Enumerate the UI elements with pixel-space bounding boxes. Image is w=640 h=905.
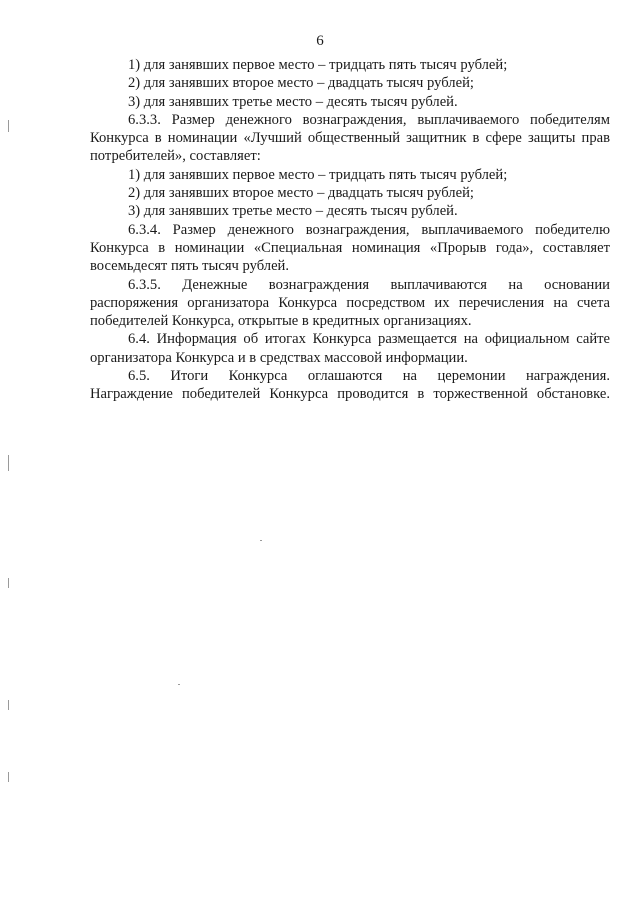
- text-line: 6.5. Итоги Конкурса оглашаются на церемонии награждения.: [128, 368, 610, 385]
- text-line: организатора Конкурса и в средствах массовой информации.: [90, 349, 468, 366]
- text-line: победителей Конкурса, открытые в кредитных организациях.: [90, 313, 472, 330]
- text-line: восемьдесят пять тысяч рублей.: [90, 258, 290, 275]
- text-line: 1) для занявших первое место – тридцать пять тысяч рублей;: [128, 166, 508, 183]
- text-line: распоряжения организатора Конкурса посредством их перечисления на счета: [90, 294, 610, 311]
- text-line: 6.3.5. Денежные вознаграждения выплачиваются на основании: [128, 276, 610, 293]
- text-line: 6.3.3. Размер денежного вознаграждения, выплачиваемого победителям: [128, 111, 610, 128]
- scan-artifact: [178, 684, 180, 685]
- text-line: 6.3.4. Размер денежного вознаграждения, выплачиваемого победителю: [128, 221, 610, 238]
- text-line: Награждение победителей Конкурса проводится в торжественной обстановке.: [90, 386, 610, 403]
- scan-artifact: [8, 455, 9, 471]
- text-line: 3) для занявших третье место – десять тысяч рублей.: [128, 203, 458, 220]
- text-line: 2) для занявших второе место – двадцать тысяч рублей;: [128, 75, 474, 92]
- text-line: Конкурса в номинации «Специальная номинация «Прорыв года», составляет: [90, 239, 610, 256]
- scan-artifact: [8, 700, 9, 710]
- text-line: Конкурса в номинации «Лучший общественный защитник в сфере защиты прав: [90, 130, 610, 147]
- scan-artifact: [260, 540, 262, 541]
- scan-artifact: [8, 120, 9, 132]
- scan-artifact: [8, 772, 9, 782]
- text-line: 1) для занявших первое место – тридцать пять тысяч рублей;: [128, 57, 508, 73]
- document-body: [90, 56, 610, 404]
- text-line: 6.4. Информация об итогах Конкурса размещается на официальном сайте: [128, 331, 610, 348]
- text-line: потребителей», составляет:: [90, 148, 261, 165]
- scan-artifact: [8, 578, 9, 588]
- page-number: 6: [316, 33, 324, 49]
- text-line: 2) для занявших второе место – двадцать тысяч рублей;: [128, 185, 474, 202]
- text-line: 3) для занявших третье место – десять тысяч рублей.: [128, 93, 458, 110]
